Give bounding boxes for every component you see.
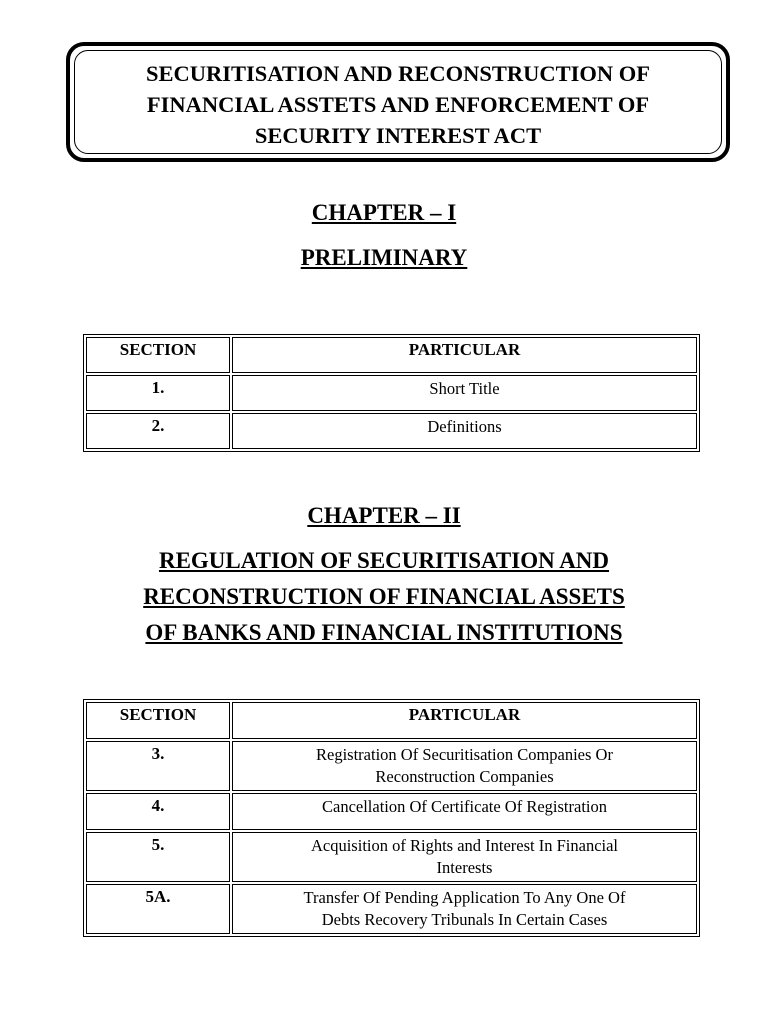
- act-title-line: FINANCIAL ASSTETS AND ENFORCEMENT OF: [146, 92, 650, 117]
- chapter-2-subtitle: [0, 543, 768, 651]
- act-title-box: [66, 42, 730, 162]
- chapter-2-sections-table: [83, 699, 700, 937]
- chapter-1-subtitle: PRELIMINARY: [300, 245, 468, 270]
- table-row: [86, 884, 697, 934]
- particular-line: Acquisition of Rights and Interest In Financial: [310, 836, 619, 855]
- table-row: [86, 793, 697, 830]
- particular-header: PARTICULAR: [232, 337, 697, 373]
- section-particular: Short Title: [232, 375, 697, 411]
- section-number: 5A.: [86, 884, 230, 934]
- table-row: [86, 741, 697, 791]
- section-header: SECTION: [86, 702, 230, 739]
- act-title-line: SECURITY INTEREST ACT: [254, 123, 542, 148]
- section-number: 3.: [86, 741, 230, 791]
- particular-line: Registration Of Securitisation Companies Or: [316, 745, 613, 764]
- act-title-line: SECURITISATION AND RECONSTRUCTION OF: [145, 61, 651, 86]
- section-number: 4.: [86, 793, 230, 830]
- section-number: 5.: [86, 832, 230, 882]
- particular-line: Transfer Of Pending Application To Any One Of: [303, 888, 626, 907]
- table-header-row: [86, 337, 697, 373]
- particular-header: PARTICULAR: [232, 702, 697, 739]
- section-particular: [232, 793, 697, 830]
- chapter-2-subtitle-line: OF BANKS AND FINANCIAL INSTITUTIONS: [145, 620, 623, 645]
- section-number: 1.: [86, 375, 230, 411]
- chapter-1-heading: CHAPTER – I: [311, 200, 457, 225]
- table-header-row: [86, 702, 697, 739]
- table-row: [86, 832, 697, 882]
- particular-line: Reconstruction Companies: [375, 767, 554, 786]
- particular-line: Interests: [436, 858, 493, 877]
- chapter-2-subtitle-line: RECONSTRUCTION OF FINANCIAL ASSETS: [143, 584, 625, 609]
- section-particular: [232, 832, 697, 882]
- section-particular: [232, 884, 697, 934]
- act-title: [70, 58, 726, 151]
- section-number: 2.: [86, 413, 230, 449]
- particular-line: Cancellation Of Certificate Of Registration: [322, 797, 607, 816]
- section-particular: Definitions: [232, 413, 697, 449]
- particular-line: Debts Recovery Tribunals In Certain Cases: [321, 910, 608, 929]
- section-header: SECTION: [86, 337, 230, 373]
- table-row: [86, 375, 697, 411]
- chapter-2-heading: CHAPTER – II: [307, 503, 461, 528]
- table-row: [86, 413, 697, 449]
- chapter-1-sections-table: [83, 334, 700, 452]
- chapter-2-subtitle-line: REGULATION OF SECURITISATION AND: [158, 548, 610, 573]
- section-particular: [232, 741, 697, 791]
